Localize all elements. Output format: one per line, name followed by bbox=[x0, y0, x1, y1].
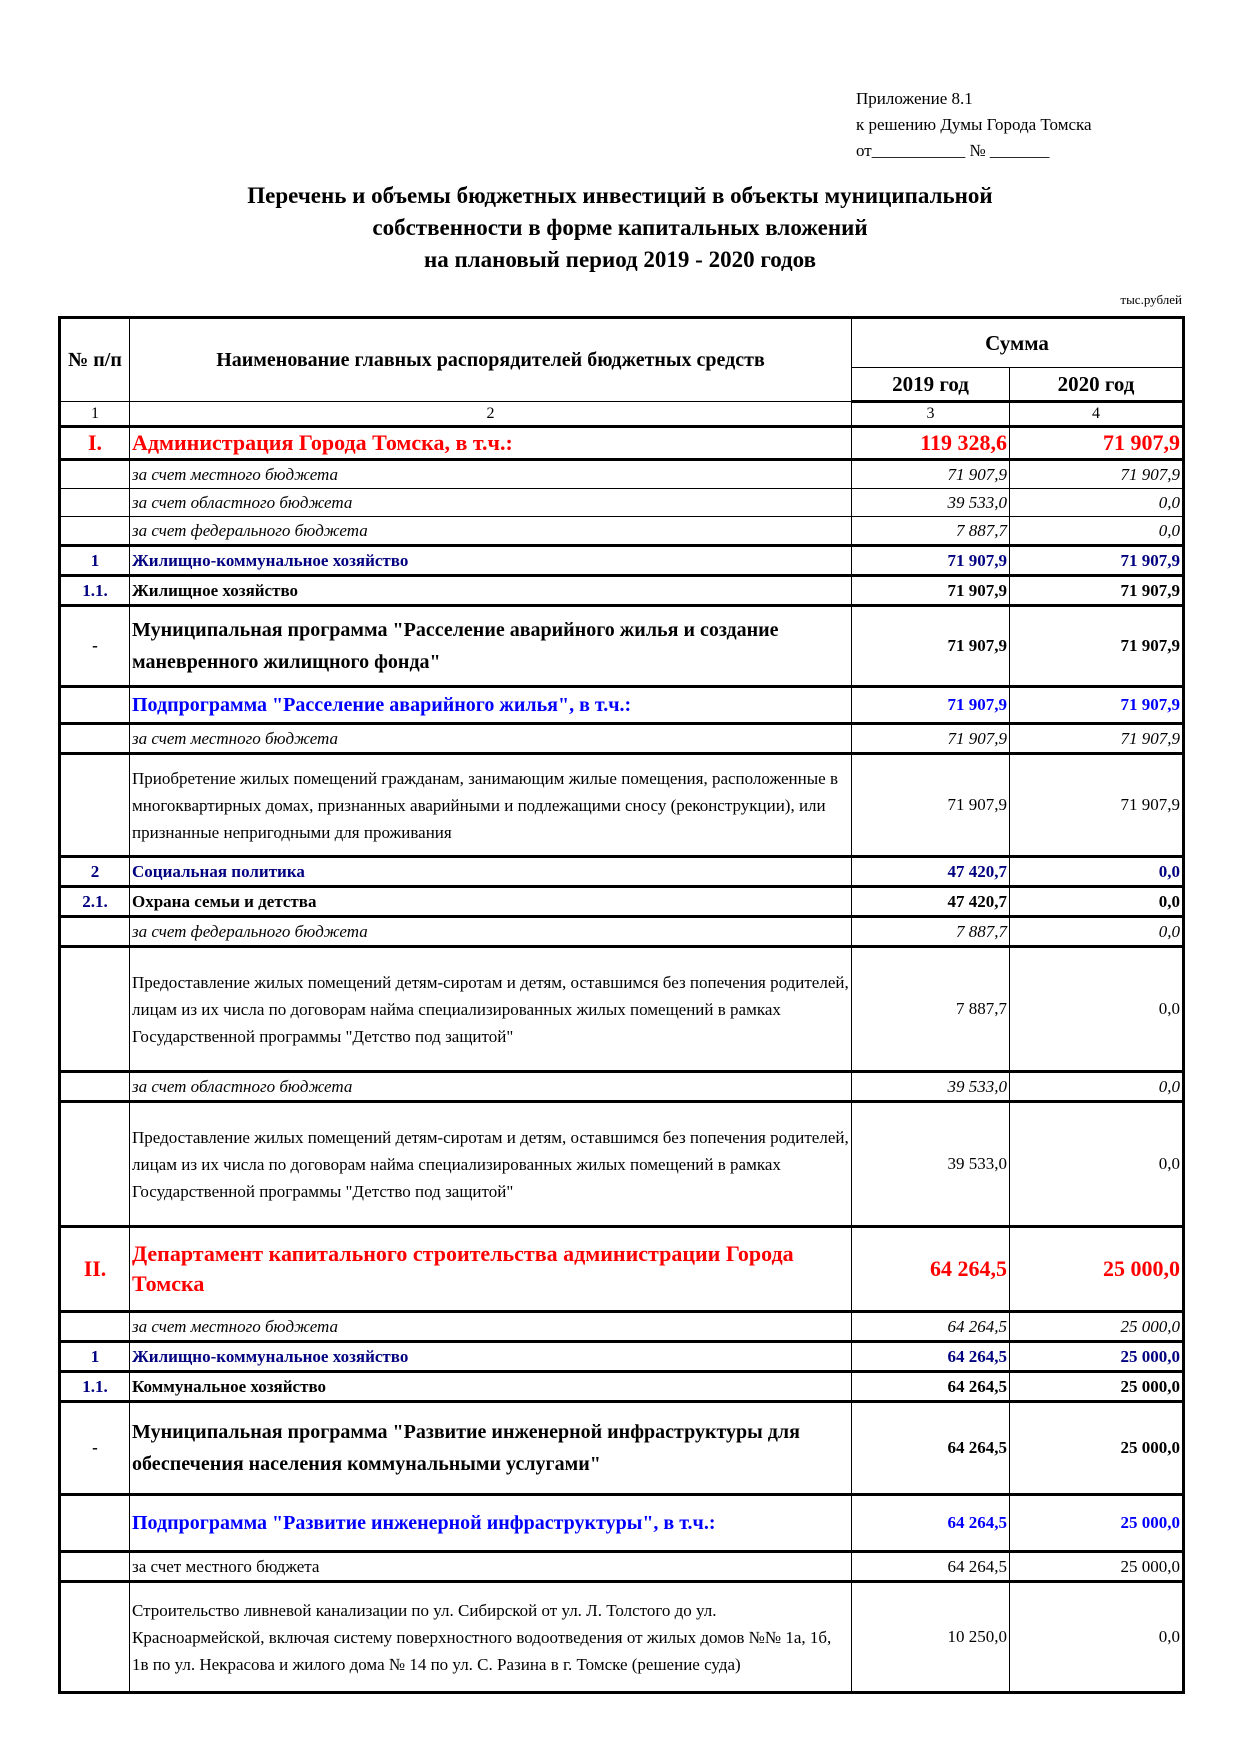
row-name: за счет местного бюджета bbox=[130, 1312, 852, 1342]
table-row-program bbox=[60, 1402, 1184, 1495]
value-2020: 0,0 bbox=[1010, 887, 1184, 917]
value-2020: 25 000,0 bbox=[1010, 1402, 1184, 1495]
row-number: - bbox=[60, 1402, 130, 1495]
row-name: за счет местного бюджета bbox=[130, 1552, 852, 1582]
table-row-item bbox=[60, 1102, 1184, 1227]
value-2019: 64 264,5 bbox=[852, 1372, 1010, 1402]
row-name: за счет областного бюджета bbox=[130, 1072, 852, 1102]
row-number: 1 bbox=[60, 1342, 130, 1372]
table-row-source bbox=[60, 1072, 1184, 1102]
value-2020: 71 907,9 bbox=[1010, 606, 1184, 687]
title-line-1: Перечень и объемы бюджетных инвестиций в объекты муниципальной bbox=[247, 183, 993, 208]
table-row-source-plain bbox=[60, 1552, 1184, 1582]
value-2019: 39 533,0 bbox=[852, 1102, 1010, 1227]
row-number bbox=[60, 754, 130, 857]
value-2020: 71 907,9 bbox=[1010, 754, 1184, 857]
row-number: 1.1. bbox=[60, 1372, 130, 1402]
row-name: Предоставление жилых помещений детям-сиротам и детям, оставшимся без попечения родителей, лицам из их числа по договорам найма специализированных жилых помещений в рамках Государственной программы "Детство под защитой" bbox=[130, 1102, 852, 1227]
row-number bbox=[60, 1312, 130, 1342]
appendix-reference bbox=[856, 86, 1092, 164]
row-number: 1 bbox=[60, 546, 130, 576]
row-number bbox=[60, 489, 130, 517]
table-row-item bbox=[60, 754, 1184, 857]
row-name: за счет федерального бюджета bbox=[130, 917, 852, 947]
investment-table bbox=[58, 316, 1185, 1694]
row-name: Предоставление жилых помещений детям-сиротам и детям, оставшимся без попечения родителей, лицам из их числа по договорам найма специализированных жилых помещений в рамках Государственной программы "Детство под защитой" bbox=[130, 947, 852, 1072]
row-name: Муниципальная программа "Развитие инженерной инфраструктуры для обеспечения населения коммунальными услугами" bbox=[130, 1402, 852, 1495]
row-number bbox=[60, 460, 130, 489]
row-name: Департамент капитального строительства администрации Города Томска bbox=[130, 1227, 852, 1312]
table-row-source bbox=[60, 1312, 1184, 1342]
value-2019: 64 264,5 bbox=[852, 1402, 1010, 1495]
value-2020: 25 000,0 bbox=[1010, 1312, 1184, 1342]
table-row-source bbox=[60, 489, 1184, 517]
header-name: Наименование главных распорядителей бюджетных средств bbox=[130, 318, 852, 402]
row-number bbox=[60, 1552, 130, 1582]
title-line-2: собственности в форме капитальных вложений bbox=[372, 215, 868, 240]
table-row-source bbox=[60, 460, 1184, 489]
column-number: 1 bbox=[60, 402, 130, 427]
appendix-line-2: к решению Думы Города Томска bbox=[856, 115, 1092, 134]
row-number bbox=[60, 1582, 130, 1693]
value-2019: 47 420,7 bbox=[852, 887, 1010, 917]
row-name: Социальная политика bbox=[130, 857, 852, 887]
column-number: 2 bbox=[130, 402, 852, 427]
row-name: за счет местного бюджета bbox=[130, 460, 852, 489]
value-2020: 25 000,0 bbox=[1010, 1227, 1184, 1312]
value-2020: 71 907,9 bbox=[1010, 460, 1184, 489]
row-number bbox=[60, 517, 130, 546]
value-2019: 64 264,5 bbox=[852, 1552, 1010, 1582]
table-row-subsection bbox=[60, 887, 1184, 917]
value-2019: 64 264,5 bbox=[852, 1312, 1010, 1342]
row-name: за счет областного бюджета bbox=[130, 489, 852, 517]
table-row-source bbox=[60, 724, 1184, 754]
row-name: Администрация Города Томска, в т.ч.: bbox=[130, 427, 852, 460]
value-2019: 71 907,9 bbox=[852, 754, 1010, 857]
row-number bbox=[60, 917, 130, 947]
value-2020: 0,0 bbox=[1010, 857, 1184, 887]
value-2020: 71 907,9 bbox=[1010, 724, 1184, 754]
value-2020: 0,0 bbox=[1010, 489, 1184, 517]
value-2019: 71 907,9 bbox=[852, 606, 1010, 687]
column-numbers-row bbox=[60, 402, 1184, 427]
value-2019: 10 250,0 bbox=[852, 1582, 1010, 1693]
value-2020: 0,0 bbox=[1010, 917, 1184, 947]
row-number: 1.1. bbox=[60, 576, 130, 606]
table-row-section bbox=[60, 1342, 1184, 1372]
appendix-line-1: Приложение 8.1 bbox=[856, 89, 973, 108]
table-row-source bbox=[60, 517, 1184, 546]
table-row-subsection bbox=[60, 576, 1184, 606]
row-name: Муниципальная программа "Расселение аварийного жилья и создание маневренного жилищного фонда" bbox=[130, 606, 852, 687]
units-label: тыс.рублей bbox=[1120, 292, 1182, 307]
document-title bbox=[60, 180, 1180, 276]
row-name: Жилищное хозяйство bbox=[130, 576, 852, 606]
row-name: Коммунальное хозяйство bbox=[130, 1372, 852, 1402]
value-2019: 71 907,9 bbox=[852, 576, 1010, 606]
value-2020: 71 907,9 bbox=[1010, 687, 1184, 724]
column-number: 3 bbox=[852, 402, 1010, 427]
row-name: за счет федерального бюджета bbox=[130, 517, 852, 546]
value-2019: 47 420,7 bbox=[852, 857, 1010, 887]
table-row-item bbox=[60, 1582, 1184, 1693]
value-2019: 64 264,5 bbox=[852, 1227, 1010, 1312]
value-2019: 71 907,9 bbox=[852, 460, 1010, 489]
title-line-3: на плановый период 2019 - 2020 годов bbox=[423, 247, 817, 272]
appendix-line-3: от___________ № _______ bbox=[856, 141, 1050, 160]
value-2020: 25 000,0 bbox=[1010, 1342, 1184, 1372]
row-number: - bbox=[60, 606, 130, 687]
value-2019: 7 887,7 bbox=[852, 947, 1010, 1072]
row-number bbox=[60, 724, 130, 754]
value-2020: 25 000,0 bbox=[1010, 1372, 1184, 1402]
row-name: Жилищно-коммунальное хозяйство bbox=[130, 546, 852, 576]
table-row-section bbox=[60, 857, 1184, 887]
header-year-2020: 2020 год bbox=[1010, 368, 1184, 402]
table-row-section bbox=[60, 546, 1184, 576]
row-number bbox=[60, 1102, 130, 1227]
value-2019: 64 264,5 bbox=[852, 1495, 1010, 1552]
value-2020: 25 000,0 bbox=[1010, 1552, 1184, 1582]
table-row-program bbox=[60, 606, 1184, 687]
header-sum: Сумма bbox=[852, 318, 1184, 368]
value-2019: 71 907,9 bbox=[852, 687, 1010, 724]
row-number bbox=[60, 1495, 130, 1552]
table-row-source bbox=[60, 917, 1184, 947]
row-number: 2 bbox=[60, 857, 130, 887]
row-name: Жилищно-коммунальное хозяйство bbox=[130, 1342, 852, 1372]
value-2020: 0,0 bbox=[1010, 1102, 1184, 1227]
row-number: I. bbox=[60, 427, 130, 460]
row-number: 2.1. bbox=[60, 887, 130, 917]
table-row-subprogram bbox=[60, 687, 1184, 724]
value-2019: 119 328,6 bbox=[852, 427, 1010, 460]
row-name: за счет местного бюджета bbox=[130, 724, 852, 754]
value-2020: 25 000,0 bbox=[1010, 1495, 1184, 1552]
row-number bbox=[60, 1072, 130, 1102]
table-row-item bbox=[60, 947, 1184, 1072]
column-number: 4 bbox=[1010, 402, 1184, 427]
value-2019: 39 533,0 bbox=[852, 1072, 1010, 1102]
value-2020: 0,0 bbox=[1010, 517, 1184, 546]
value-2020: 71 907,9 bbox=[1010, 576, 1184, 606]
value-2020: 0,0 bbox=[1010, 947, 1184, 1072]
value-2019: 39 533,0 bbox=[852, 489, 1010, 517]
row-name: Приобретение жилых помещений гражданам, занимающим жилые помещения, расположенные в многоквартирных домах, признанных аварийными и подлежащими сносу (реконструкции), или признанные непригодными для проживания bbox=[130, 754, 852, 857]
row-name: Строительство ливневой канализации по ул. Сибирской от ул. Л. Толстого до ул. Красноармейской, включая систему поверхностного водоотведения от жилых домов №№ 1а, 1б, 1в по ул. Некрасова и жилого дома № 14 по ул. С. Разина в г. Томске (решение суда) bbox=[130, 1582, 852, 1693]
row-number bbox=[60, 687, 130, 724]
table-row-subsection bbox=[60, 1372, 1184, 1402]
value-2019: 64 264,5 bbox=[852, 1342, 1010, 1372]
value-2019: 71 907,9 bbox=[852, 724, 1010, 754]
value-2019: 7 887,7 bbox=[852, 917, 1010, 947]
value-2020: 0,0 bbox=[1010, 1072, 1184, 1102]
value-2019: 71 907,9 bbox=[852, 546, 1010, 576]
value-2020: 71 907,9 bbox=[1010, 427, 1184, 460]
table-row-dept bbox=[60, 1227, 1184, 1312]
row-name: Подпрограмма "Развитие инженерной инфраструктуры", в т.ч.: bbox=[130, 1495, 852, 1552]
header-num: № п/п bbox=[60, 318, 130, 402]
table-row-dept bbox=[60, 427, 1184, 460]
value-2020: 71 907,9 bbox=[1010, 546, 1184, 576]
row-name: Охрана семьи и детства bbox=[130, 887, 852, 917]
header-year-2019: 2019 год bbox=[852, 368, 1010, 402]
row-number: II. bbox=[60, 1227, 130, 1312]
table-row-subprogram bbox=[60, 1495, 1184, 1552]
value-2019: 7 887,7 bbox=[852, 517, 1010, 546]
value-2020: 0,0 bbox=[1010, 1582, 1184, 1693]
row-name: Подпрограмма "Расселение аварийного жилья", в т.ч.: bbox=[130, 687, 852, 724]
row-number bbox=[60, 947, 130, 1072]
